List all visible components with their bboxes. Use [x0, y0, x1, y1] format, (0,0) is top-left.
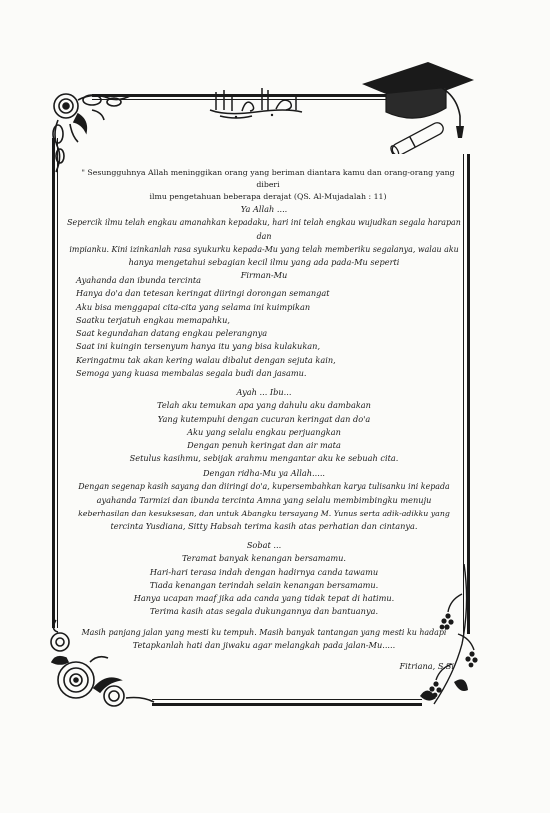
section-sobat [62, 539, 466, 619]
section-line: Tiada kenangan terindah selain kenangan bersamamu. [149, 579, 379, 590]
quran-quote [72, 167, 464, 203]
basmala-calligraphy-icon [206, 84, 306, 120]
section-ayahanda [76, 274, 456, 380]
section-title: Ayah ... Ibu... [236, 387, 292, 397]
section-title: Dengan ridha-Mu ya Allah..... [202, 468, 326, 478]
section-line: Setulus kasihmu, sebijak arahmu mengantar aku ke sebuah cita. [129, 453, 399, 464]
section-line: Dengan penuh keringat dan air mata [187, 440, 341, 451]
basmala-calligraphy [206, 84, 306, 120]
section-line: Firman-Mu [240, 270, 288, 281]
closing-line-1: Masih panjang jalan yang mesti ku tempuh. Masih banyak tantangan yang mesti ku hadapi [81, 628, 447, 637]
section-line: Teramat banyak kenangan bersamamu. [181, 553, 347, 564]
section-line: Hanya do'a dan tetesan keringat diiringi dorongan semangat [76, 288, 330, 299]
section-line: Hanya ucapan maaf jika ada canda yang tidak tepat di hatimu. [133, 593, 395, 604]
section-line: Saatku terjatuh engkau memapahku, [76, 314, 230, 325]
section-line: Terima kasih atas segala dukungannya dan bantuanya. [149, 606, 379, 617]
section-line: Aku bisa menggapai cita-cita yang selama ini kuimpikan [76, 301, 311, 312]
section-line: Yang kutempuhi dengan cucuran keringat dan do'a [157, 413, 371, 424]
graduation-cap-icon [356, 56, 478, 154]
quote-line-1: " Sesungguhnya Allah meninggikan orang yang beriman diantara kamu dan orang-orang yang diberi [81, 168, 455, 189]
section-line: Sepercik ilmu telah engkau amanahkan kepadaku, hari ini telah engkau wujudkan segala harapan dan [67, 218, 461, 241]
section-ya-allah [62, 203, 466, 283]
section-line: Saat kegundahan datang engkau pelerangnya [76, 328, 268, 339]
closing-line-2: Tetapkanlah hati dan jiwaku agar melangkah pada jalan-Mu..... [132, 640, 396, 651]
section-line: Telah aku temukan apa yang dahulu aku dambakan [157, 400, 371, 411]
section-line: Dengan segenap kasih sayang dan diiringi do'a, kupersembahkan karya tulisanku ini kepada [78, 482, 450, 492]
section-ayah-ibu [62, 386, 466, 466]
section-line: impianku. Kini izinkanlah rasa syukurku kepada-Mu yang telah memberiku segalanya, walau aku [69, 244, 459, 254]
closing-text [66, 626, 462, 653]
section-line: keberhasilan dan kesuksesan, dan untuk Abangku tersayang M. Yunus serta adik-adikku yang [78, 508, 450, 518]
section-title: Ya Allah .... [240, 204, 288, 214]
section-ridha [62, 467, 466, 533]
section-line: hanya mengetahui sebagian kecil ilmu yang ada pada-Mu seperti [128, 257, 400, 268]
section-line: ayahanda Tarmizi dan ibunda tercinta Amna yang selalu membimbingku menuju [96, 494, 432, 505]
section-line: Hari-hari terasa indah dengan hadirnya canda tawamu [149, 566, 379, 577]
signature: Fitriana, S.Si [399, 661, 454, 671]
section-line: Aku yang selalu engkau perjuangkan [187, 426, 341, 437]
graduation-cap [356, 56, 478, 154]
section-line: Saat ini kuingin tersenyum hanya itu yang bisa kulakukan, [76, 341, 321, 352]
section-line: Ayahanda dan ibunda tercinta [76, 275, 202, 285]
section-line: tercinta Yusdiana, Sitty Habsah terima kasih atas perhatian dan cintanya. [110, 521, 418, 532]
signature-block [300, 660, 454, 673]
section-title: Sobat ... [246, 540, 282, 550]
section-line: Keringatmu tak akan kering walau dibalut dengan sejuta kain, [76, 354, 336, 365]
quote-line-2: ilmu pengetahuan beberapa derajat (QS. Al-Mujadalah : 11) [149, 192, 387, 201]
section-line: Semoga yang kuasa membalas segala budi dan jasamu. [76, 368, 307, 379]
